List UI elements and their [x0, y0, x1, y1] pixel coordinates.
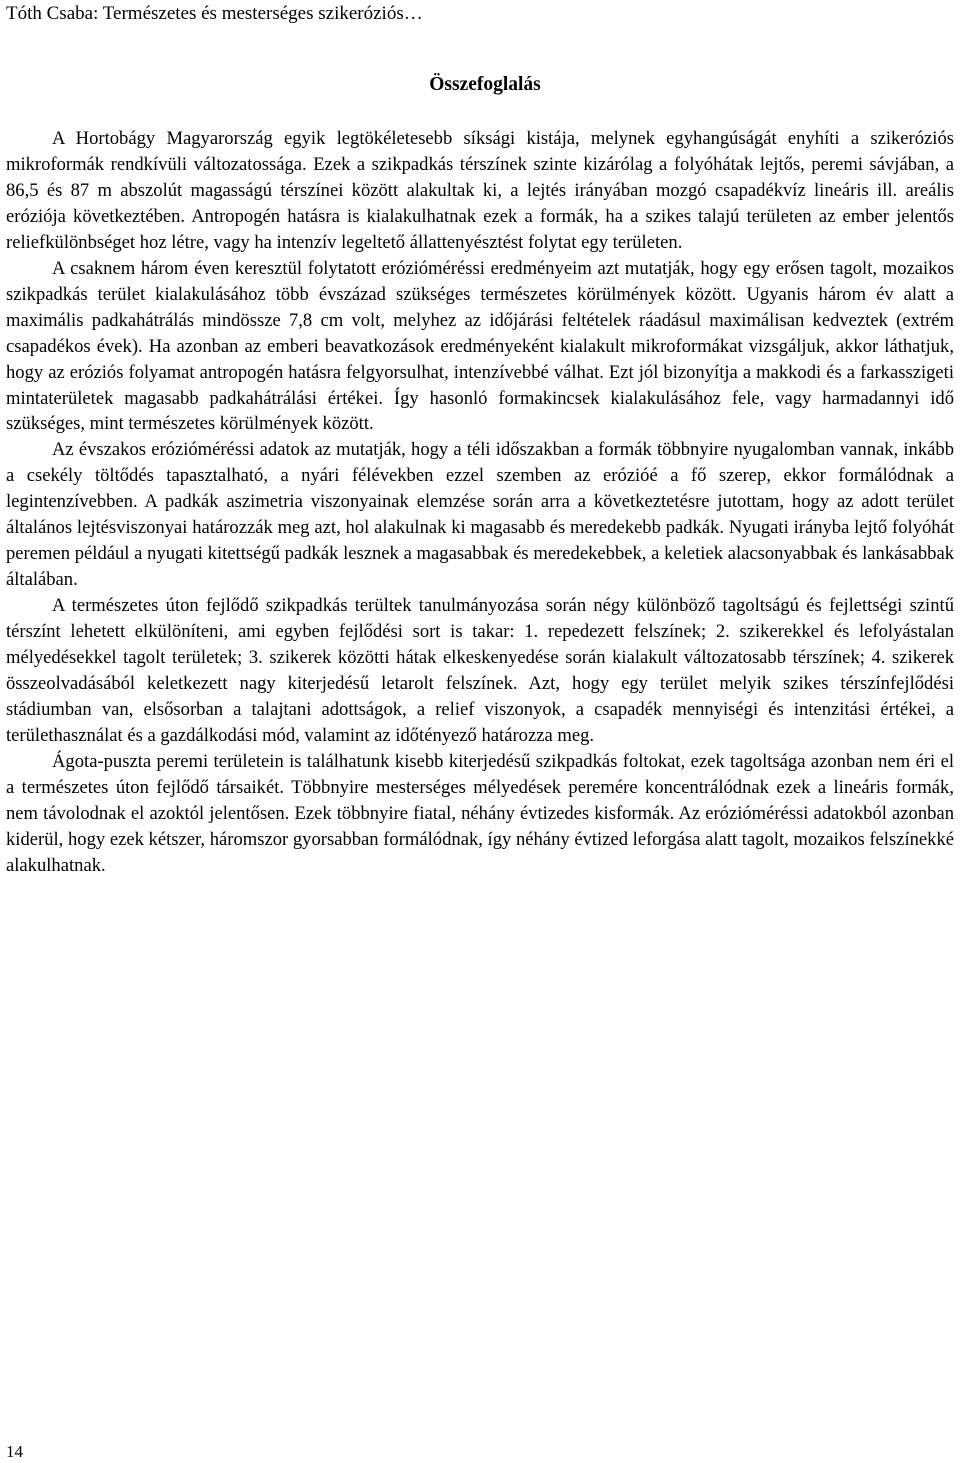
paragraph-5: Ágota-puszta peremi területein is találhatunk kisebb kiterjedésű szikpadkás foltokat, ezek tagoltsága azonban nem éri el a természetes úton fejlődő társaikét. Többnyire mesterséges mélyedések peremére koncentrálódnak ezek a lineáris formák, nem távolodnak el azoktól jelentősen. Ezek többnyire fiatal, néhány évtizedes kisformák. Az erózióméréssi adatokból azonban kiderül, hogy ezek kétszer, háromszor gyorsabban formálódnak, így néhány évtized leforgása alatt tagolt, mozaikos felszínekké alakulhatnak. [6, 750, 954, 876]
body-text [6, 126, 954, 879]
page-number: 14 [6, 1442, 23, 1461]
paragraph-1: A Hortobágy Magyarország egyik legtökéletesebb síksági kistája, melynek egyhangúságát enyhíti a szikeróziós mikroformák rendkívüli változatossága. Ezek a szikpadkás térszínek szinte kizárólag a folyóhátak lejtős, peremi sávjában, a 86,5 és 87 m abszolút magasságú térszínei között alakultak ki, a lejtés irányában mozgó csapadékvíz lineáris ill. areális eróziója következtében. Antropogén hatásra is kialakulhatnak ezek a formák, ha a szikes talajú területen az ember jelentős reliefkülönbséget hoz létre, vagy ha intenzív legeltető állattenyésztést folytat egy területen. [6, 128, 954, 253]
paragraph-3: Az évszakos erózióméréssi adatok az mutatják, hogy a téli időszakban a formák többnyire nyugalomban vannak, inkább a csekély töltődés tapasztalható, a nyári félévekben ezzel szemben az erózióé a fő szerep, ekkor formálódnak a legintenzívebben. A padkák aszimetria viszonyainak elemzése során arra a következtetésre jutottam, hogy az adott terület általános lejtésviszonyai határozzák meg azt, hol alakulnak ki magasabb és meredekebb padkák. Nyugati irányba lejtő folyóhát peremen például a nyugati kitettségű padkák lesznek a magasabbak és meredekebbek, a keletiek alacsonyabbak és lankásabbak általában. [6, 439, 954, 591]
paragraph-2: A csaknem három éven keresztül folytatott erózióméréssi eredményeim azt mutatják, hogy egy erősen tagolt, mozaikos szikpadkás terület kialakulásához több évszázad szükséges természetes körülmények között. Ugyanis három év alatt a maximális padkahátrálás mindössze 7,8 cm volt, melyhez az időjárási feltételek ráadásul maximálisan kedveztek (extrém csapadékos évek). Ha azonban az emberi beavatkozások eredményeként kialakult mikroformákat vizsgáljuk, akkor láthatjuk, hogy az eróziós folyamat antropogén hatásra felgyorsulhat, intenzívebbé válhat. Ezt jól bizonyítja a makkodi és a farkasszigeti mintaterületek magasabb padkahátrálási értékei. Így hasonló formakincsek kialakulásához fele, vagy harmadannyi idő szükséges, mint természetes körülmények között. [6, 257, 954, 435]
paragraph-4: A természetes úton fejlődő szikpadkás terültek tanulmányozása során négy különböző tagoltságú és fejlettségi szintű térszínt lehetett elkülöníteni, ami egyben fejlődési sort is takar: 1. repedezett felszínek; 2. szikerekkel és lefolyástalan mélyedésekkel tagolt területek; 3. szikerek közötti hátak elkeskenyedése során kialakult változatosabb térszínek; 4. szikerek összeolvadásából keletkezett nagy kiterjedésű letarolt felszínek. Azt, hogy egy terület melyik szikes térszínfejlődési stádiumban van, elsősorban a talajtani adottságok, a relief viszonyok, a csapadék mennyiségi és intenzitási értékei, a területhasználat és a gazdálkodási mód, valamint az időtényező határozza meg. [6, 595, 954, 746]
running-header: Tóth Csaba: Természetes és mesterséges szikeróziós… [6, 3, 423, 24]
section-title: Összefoglalás [429, 74, 541, 95]
